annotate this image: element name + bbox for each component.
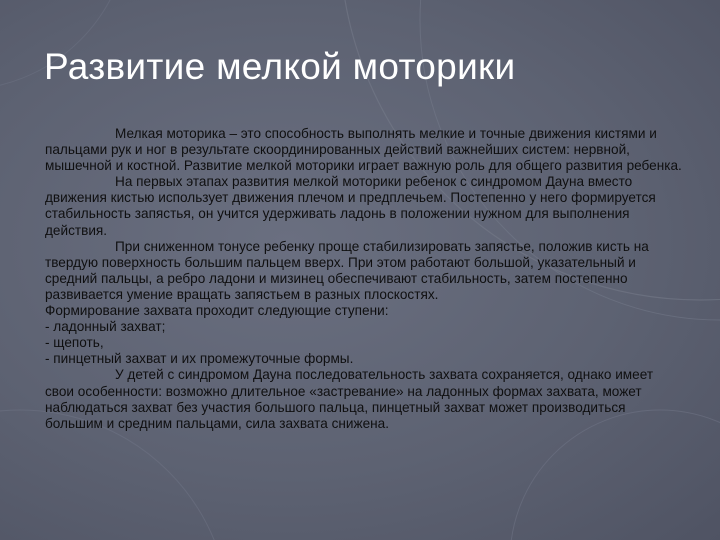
- list-item: - щепоть,: [45, 335, 104, 351]
- slide-title: Развитие мелкой моторики: [44, 46, 516, 87]
- paragraph-down-syndrome-grip: У детей с синдромом Дауна последовательность захвата сохраняется, однако имеет свои особенности: возможно длительное «застревание» на ладонных формах захвата, может наблюдаться захват без участия большого пальца, пинцетный захват может производиться большим и средним пальцами, сила захвата снижена.: [45, 367, 654, 431]
- slide-body: [45, 126, 685, 432]
- paragraph-early-stages: На первых этапах развития мелкой моторики ребенок с синдромом Дауна вместо движения кистью использует движения плечом и предплечьем. Постепенно у него формируется стабильность запястья, он учится удерживать ладонь в положении нужном для выполнения действия.: [45, 174, 656, 238]
- paragraph-low-tone: При сниженном тонусе ребенку проще стабилизировать запястье, положив кисть на твердую поверхность большим пальцем вверх. При этом работают большой, указательный и средний пальцы, а ребро ладони и мизинец обеспечивают стабильность, затем постепенно развивается умение вращать запястьем в разных плоскостях.: [45, 238, 649, 302]
- list-item: - ладонный захват;: [45, 319, 166, 335]
- list-item: - пинцетный захват и их промежуточные формы.: [45, 351, 354, 367]
- paragraph-definition: Мелкая моторика – это способность выполнять мелкие и точные движения кистями и пальцами рук и ног в результате скоординированных действий важнейших систем: нервной, мышечной и костной. Развитие мелкой моторики играет важную роль для общего развития ребенка.: [45, 126, 682, 174]
- paragraph-grip-stages: Формирование захвата проходит следующие ступени:: [45, 303, 389, 319]
